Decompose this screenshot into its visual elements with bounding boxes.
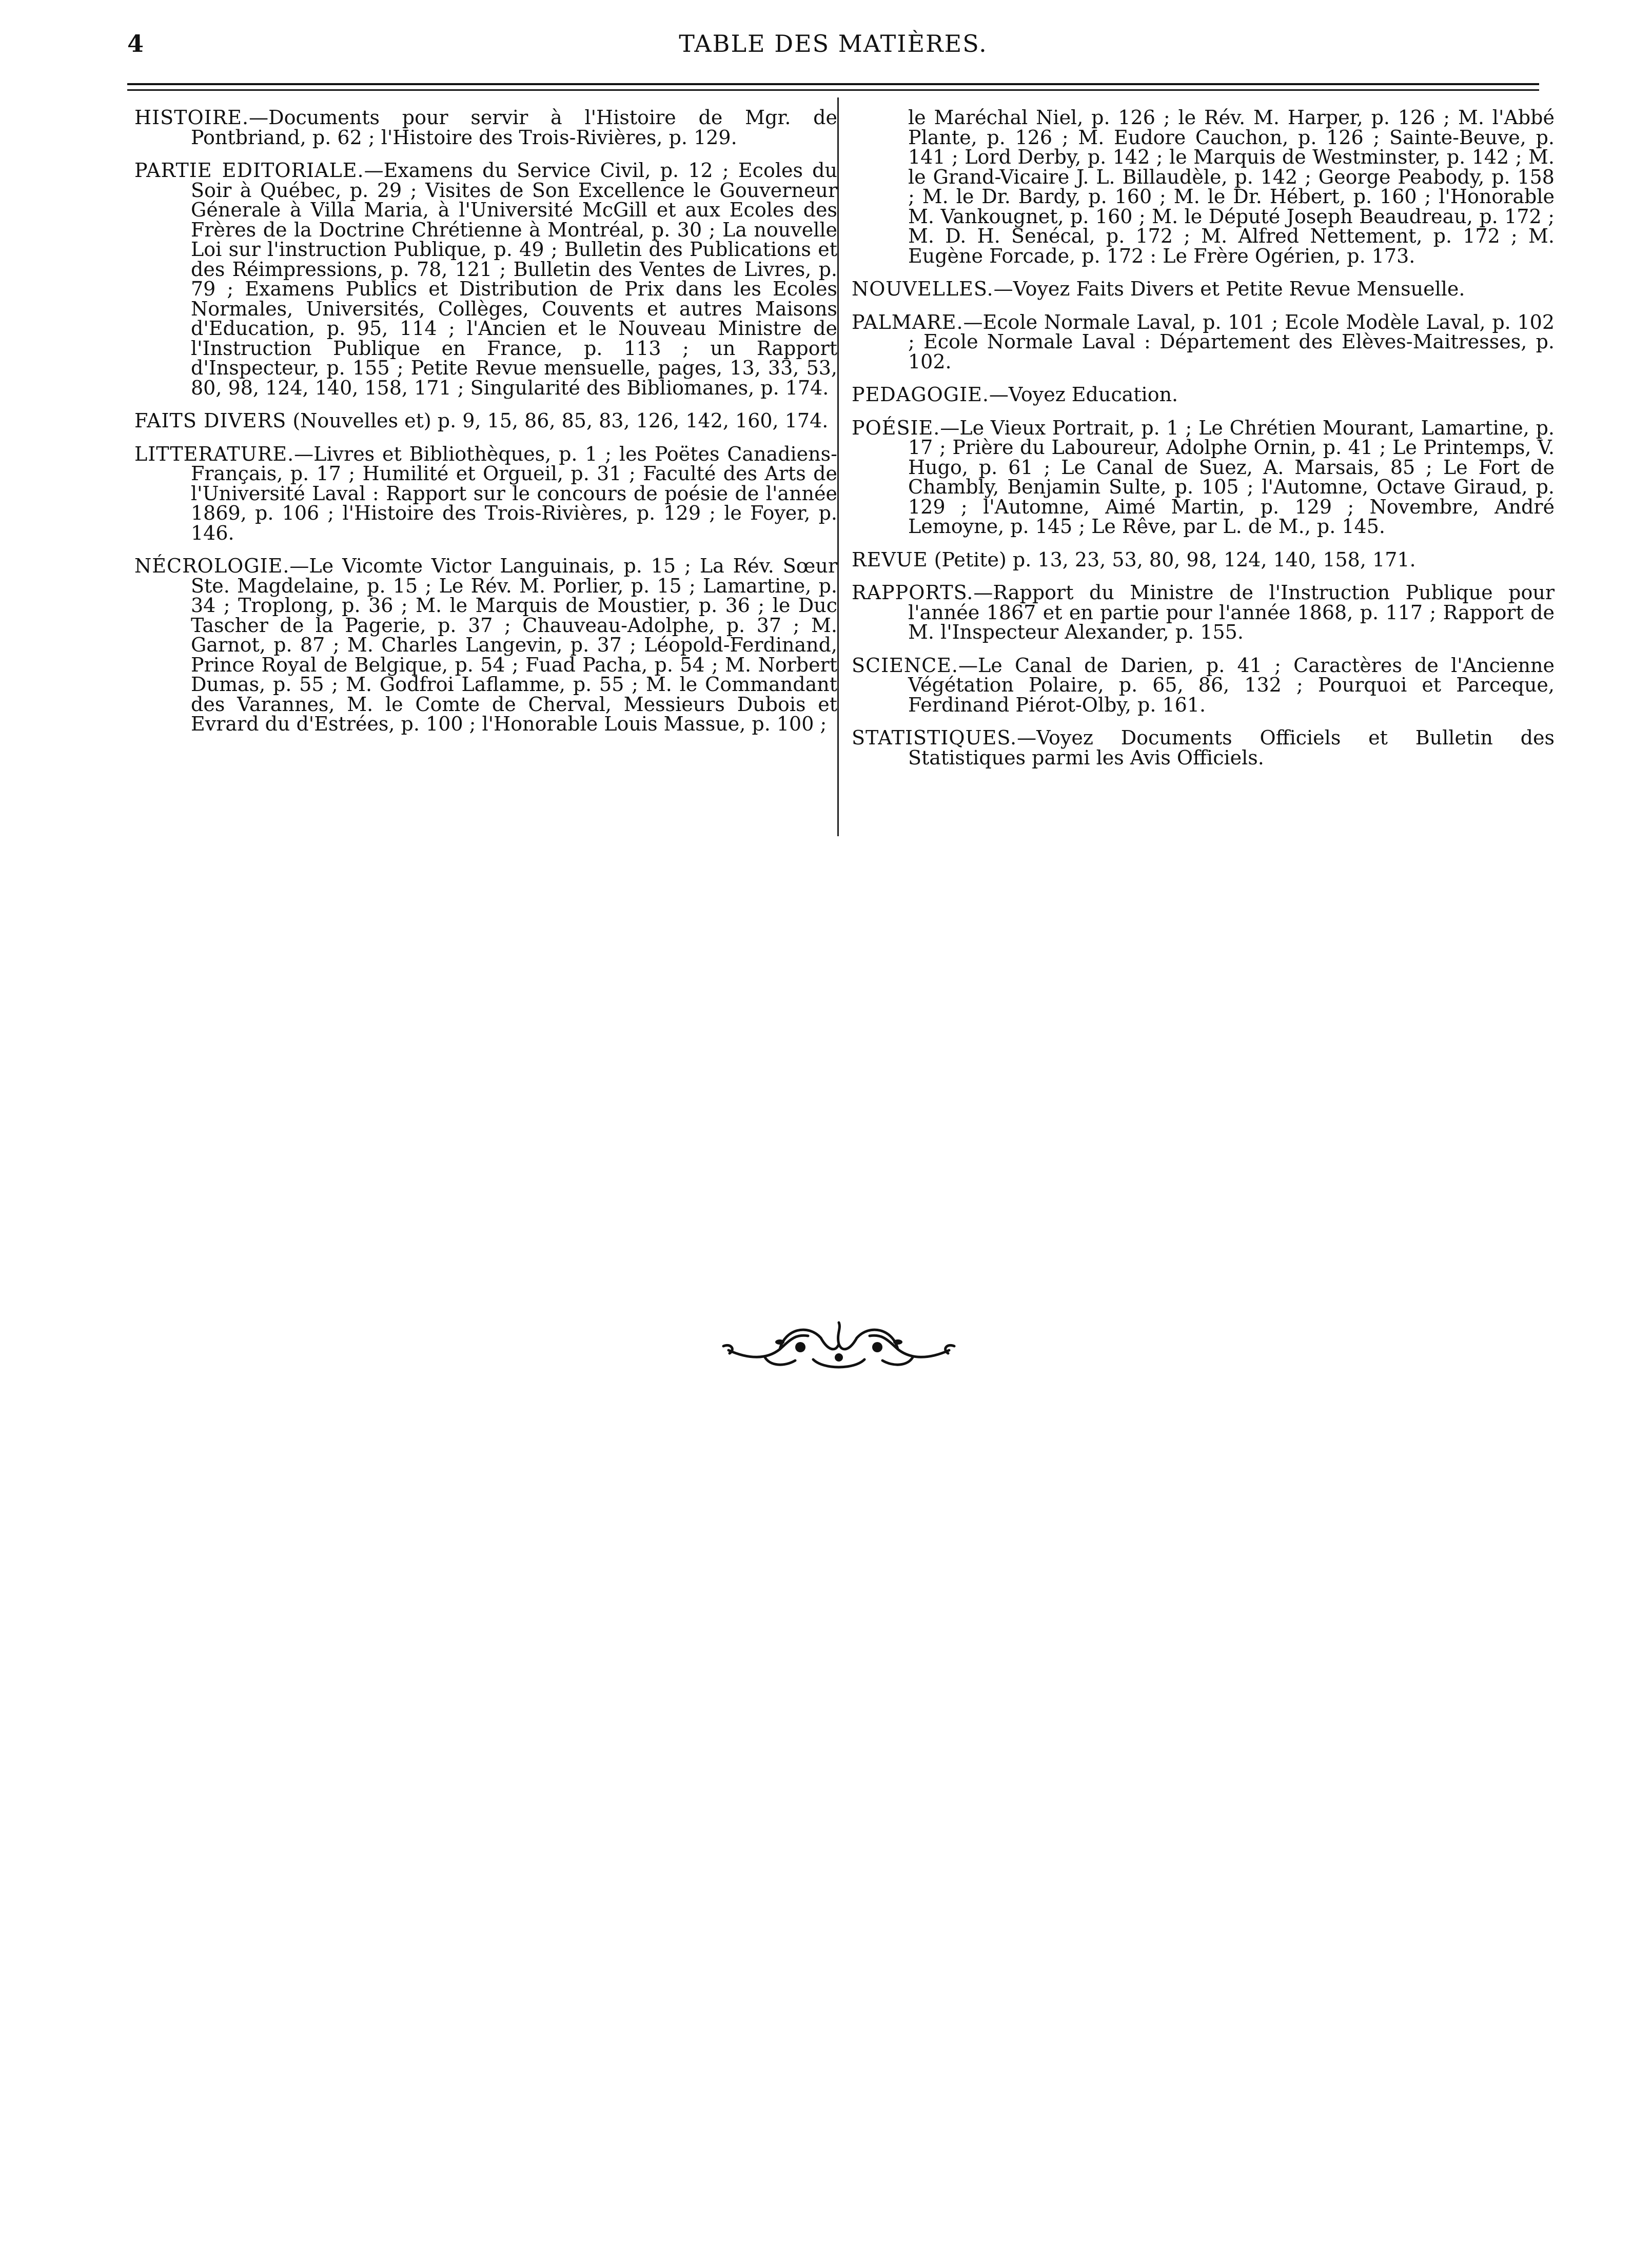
entry-text: —Voyez Faits Divers et Petite Revue Mensuelle. bbox=[993, 278, 1465, 300]
entry-text: —Voyez Education. bbox=[989, 383, 1178, 406]
entry-text: —Le Vicomte Victor Languinais, p. 15 ; La Rév. Sœur Ste. Magdelaine, p. 15 ; Le Rév. M. Porlier, p. 15 ; Lamartine, p. 34 ; Troplong, p. 36 ; M. le Marquis de Moustier, p. 36 ; le Duc Tascher de la Pagerie, p. 37 ; Chauveau-Adolphe, p. 37 ; M. Garnot, p. 87 ; M. Charles Langevin, p. 37 ; Léopold-Ferdinand, Prince Royal de Belgique, p. 54 ; Fuad Pacha, p. 54 ; M. Norbert Dumas, p. 55 ; M. Godfroi Laflamme, p. 55 ; M. le Commandant des Varannes, M. le Comte de Cherval, Messieurs Dubois et Evrard du d'Estrées, p. 100 ; l'Honorable Louis Massue, p. 100 ; bbox=[191, 555, 837, 735]
index-entry bbox=[852, 385, 1555, 405]
entry-heading: POÉSIE. bbox=[852, 416, 940, 439]
index-entry bbox=[134, 444, 837, 543]
page-title: TABLE DES MATIÈRES. bbox=[679, 30, 988, 57]
entry-heading: PEDAGOGIE. bbox=[852, 383, 989, 406]
entry-text: —Examens du Service Civil, p. 12 ; Ecoles du Soir à Québec, p. 29 ; Visites de Son Excellence le Gouverneur Génerale à Villa Maria, à l'Université McGill et aux Ecoles des Frères de la Doctrine Chrétienne à Montréal, p. 30 ; La nouvelle Loi sur l'instruction Publique, p. 49 ; Bulletin des Publications et des Réimpressions, p. 78, 121 ; Bulletin des Ventes de Livres, p. 79 ; Examens Publics et Distribution de Prix dans les Ecoles Normales, Universités, Collèges, Couvents et autres Maisons d'Education, p. 95, 114 ; l'Ancien et le Nouveau Ministre de l'Instruction Publique en France, p. 113 ; un Rapport d'Inspecteur, p. 155 ; Petite Revue mensuelle, pages, 13, 33, 53, 80, 98, 124, 140, 158, 171 ; Singularité des Bibliomanes, p. 174. bbox=[191, 159, 837, 399]
entry-text: —Le Vieux Portrait, p. 1 ; Le Chrétien Mourant, Lamartine, p. 17 ; Prière du Laboureur, Adolphe Ornin, p. 41 ; Le Printemps, V. Hugo, p. 61 ; Le Canal de Suez, A. Marsais, 85 ; Le Fort de Chambly, Benjamin Sulte, p. 105 ; l'Automne, Octave Giraud, p. 129 ; l'Automne, Aimé Martin, p. 129 ; Novembre, André Lemoyne, p. 145 ; Le Rêve, par L. de M., p. 145. bbox=[908, 416, 1555, 538]
index-entry bbox=[852, 656, 1555, 715]
entry-text: (Nouvelles et) p. 9, 15, 86, 85, 83, 126, 142, 160, 174. bbox=[286, 409, 829, 432]
entry-heading: RAPPORTS. bbox=[852, 581, 974, 604]
index-entry bbox=[852, 279, 1555, 299]
left-column bbox=[134, 108, 837, 747]
index-entry bbox=[852, 312, 1555, 372]
page-header bbox=[127, 30, 1539, 66]
entry-text: —Documents pour servir à l'Histoire de Mgr. de Pontbriand, p. 62 ; l'Histoire des Trois-Rivières, p. 129. bbox=[191, 106, 837, 149]
entry-heading: NOUVELLES. bbox=[852, 278, 994, 300]
right-column bbox=[852, 108, 1555, 781]
entry-heading: HISTOIRE. bbox=[134, 106, 249, 129]
index-entry bbox=[134, 411, 837, 431]
entry-heading: SCIENCE. bbox=[852, 654, 959, 677]
ornament-icon bbox=[718, 1313, 959, 1375]
index-entry bbox=[134, 556, 837, 734]
entry-heading: PALMARE. bbox=[852, 310, 963, 333]
entry-text: —Le Canal de Darien, p. 41 ; Caractères de l'Ancienne Végétation Polaire, p. 65, 86, 132 ; Pourquoi et Parceque, Ferdinand Piérot-Olby, p. 161. bbox=[908, 654, 1555, 716]
entry-text: —Ecole Normale Laval, p. 101 ; Ecole Modèle Laval, p. 102 ; Ecole Normale Laval : Département des Elèves-Maitresses, p. 102. bbox=[908, 310, 1555, 373]
index-entry bbox=[852, 728, 1555, 767]
entry-text: —Rapport du Ministre de l'Instruction Publique pour l'année 1867 et en partie pour l'année 1868, p. 117 ; Rapport de M. l'Inspecteur Alexander, p. 155. bbox=[908, 581, 1555, 643]
header-rule-bottom bbox=[127, 89, 1539, 91]
entry-heading: PARTIE EDITORIALE. bbox=[134, 159, 364, 182]
entry-heading: LITTERATURE. bbox=[134, 442, 294, 465]
entry-heading: STATISTIQUES. bbox=[852, 726, 1017, 749]
index-entry bbox=[134, 161, 837, 398]
page-number: 4 bbox=[127, 30, 144, 57]
entry-text: (Petite) p. 13, 23, 53, 80, 98, 124, 140, 158, 171. bbox=[928, 548, 1416, 571]
entry-text: —Voyez Documents Officiels et Bulletin des Statistiques parmi les Avis Officiels. bbox=[908, 726, 1555, 769]
index-entry bbox=[852, 418, 1555, 537]
entry-text: —Livres et Bibliothèques, p. 1 ; les Poëtes Canadiens-Français, p. 17 ; Humilité et Orgueil, p. 31 ; Faculté des Arts de l'Université Laval : Rapport sur le concours de poésie de l'année 1869, p. 106 ; l'Histoire des Trois-Rivières, p. 129 ; le Foyer, p. 146. bbox=[191, 442, 837, 544]
column-divider bbox=[837, 97, 839, 836]
index-entry-continuation: le Maréchal Niel, p. 126 ; le Rév. M. Harper, p. 126 ; M. l'Abbé Plante, p. 126 ; M. Eudore Cauchon, p. 126 ; Sainte-Beuve, p. 141 ; Lord Derby, p. 142 ; le Marquis de Westminster, p. 142 ; M. le Grand-Vicaire J. L. Billaudèle, p. 142 ; George Peabody, p. 158 ; M. le Dr. Bardy, p. 160 ; M. le Dr. Hébert, p. 160 ; l'Honorable M. Vankougnet, p. 160 ; M. le Député Joseph Beaudreau, p. 172 ; M. D. H. Senécal, p. 172 ; M. Alfred Nettement, p. 172 ; M. Eugène Forcade, p. 172 : Le Frère Ogérien, p. 173. bbox=[908, 106, 1555, 267]
entry-heading: NÉCROLOGIE. bbox=[134, 555, 290, 577]
header-rule-top bbox=[127, 83, 1539, 85]
entry-heading: REVUE bbox=[852, 548, 928, 571]
index-entry bbox=[852, 550, 1555, 570]
index-entry bbox=[134, 108, 837, 147]
entry-heading: FAITS DIVERS bbox=[134, 409, 287, 432]
index-entry bbox=[852, 583, 1555, 642]
